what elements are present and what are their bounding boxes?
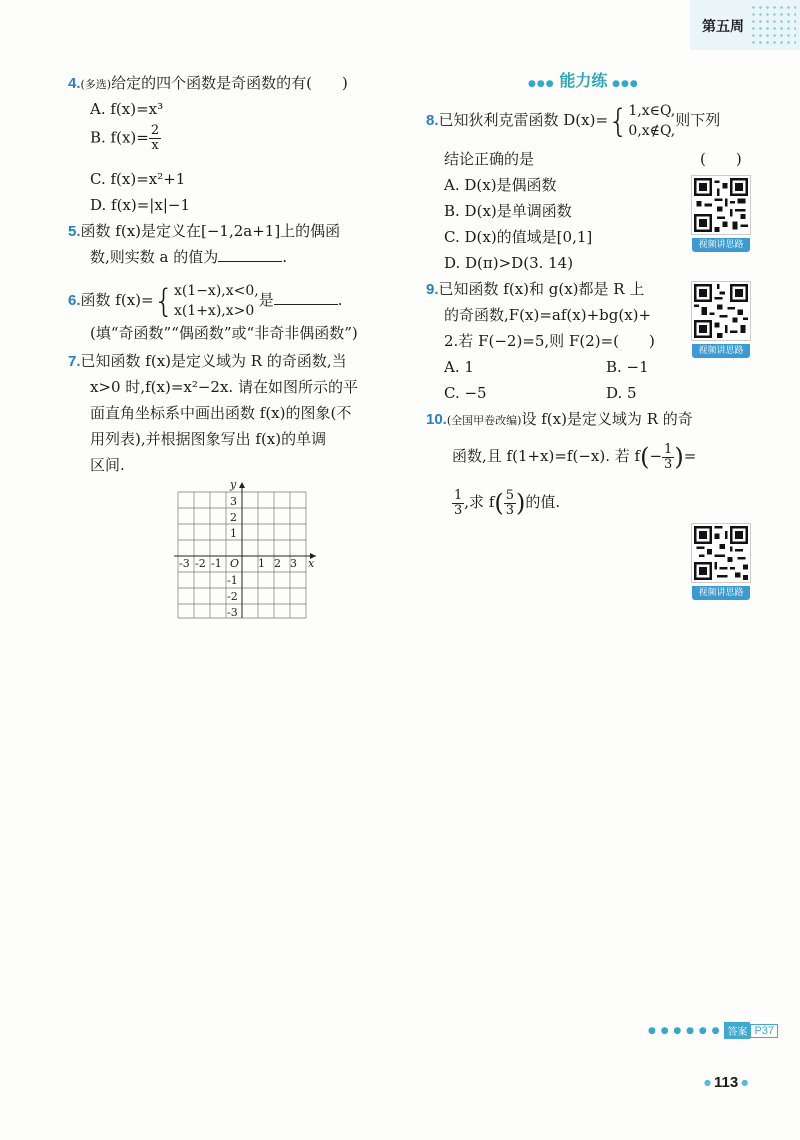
question-7-line3: 面直角坐标系中画出函数 f(x)的图象(不 <box>90 404 352 422</box>
y-tick-label: 1 <box>230 527 237 540</box>
question-text: 已知函数 f(x)和 g(x)都是 R 上 <box>438 280 645 298</box>
question-7-line4: 用列表),并根据图象写出 f(x)的单调 <box>90 430 327 448</box>
question-6-note: (填“奇函数”“偶函数”或“非奇非偶函数”) <box>90 324 358 342</box>
decorative-dots-left: ●●● <box>528 79 555 89</box>
page-dot-left: ● <box>704 1078 711 1087</box>
question-tag: (全国甲卷改编) <box>446 414 522 427</box>
question-10-line2: 函数,且 f(1+x)=f(−x). 若 f(− $\frac{1}{3}$ )= <box>452 441 697 472</box>
header-week-tab <box>690 0 800 50</box>
question-9-line3: 2.若 F(−2)=5,则 F(2)=( ) <box>444 332 655 350</box>
question-text: 函数,且 f(1+x)=f(−x). 若 f <box>452 447 641 465</box>
qr-code-video-1[interactable] <box>692 176 750 252</box>
question-7-line2: x>0 时,f(x)=x²−2x. 请在如图所示的平 <box>90 378 358 396</box>
question-number: 5. <box>68 223 81 240</box>
question-5-line2: 数,则实数 a 的值为 . <box>90 248 288 266</box>
fraction: $\frac{1}{3}$ <box>454 487 463 518</box>
question-number: 6. <box>68 292 81 309</box>
x-tick-label: 1 <box>258 557 265 570</box>
fraction: $\frac{5}{3}$ <box>505 487 515 518</box>
option-text: B. f(x)= <box>90 128 149 147</box>
q4-option-b <box>90 124 161 153</box>
y-axis-label: y <box>230 478 237 491</box>
y-tick-label: -3 <box>227 606 238 619</box>
q4-option-c: C. f(x)=x²+1 <box>90 170 186 188</box>
question-number: 7. <box>68 353 81 370</box>
fraction: $\frac{2}{x}$ <box>150 123 160 153</box>
question-10-line3: $\frac{1}{3}$ ,求 f( $\frac{5}{3}$ )的值. <box>454 487 561 518</box>
question-text: 已知函数 f(x)是定义域为 R 的奇函数,当 <box>80 352 347 370</box>
x-axis-label: x <box>308 557 315 570</box>
x-tick-label: -3 <box>179 557 190 570</box>
question-8 <box>426 98 720 143</box>
q4-option-a: A. f(x)=x³ <box>90 100 164 118</box>
equals-sign: = <box>683 447 697 465</box>
question-number: 4. <box>68 75 81 92</box>
answer-page: P37 <box>750 1024 778 1038</box>
answer-reference <box>648 1022 778 1039</box>
question-text: 是 <box>258 291 274 309</box>
piecewise-cases: x(1−x),x<0, x(1+x),x>0 <box>173 283 259 319</box>
origin-label: O <box>230 557 240 570</box>
answer-blank <box>274 290 338 305</box>
q8-option-c: C. D(x)的值域是[0,1] <box>444 228 593 246</box>
qr-label: 视频讲思路 <box>692 344 750 358</box>
section-title-text: 能力练 <box>559 71 608 90</box>
decorative-dots: ● ● ● ● ● ● <box>648 1025 721 1036</box>
coordinate-grid <box>170 478 320 620</box>
question-text: 数,则实数 a 的值为 <box>90 248 219 266</box>
question-tag: (多选) <box>80 78 112 91</box>
question-7-line5: 区间. <box>90 456 125 474</box>
question-text: ,求 f <box>464 493 495 511</box>
q4-option-d: D. f(x)=|x|−1 <box>90 196 190 214</box>
question-9-line2: 的奇函数,F(x)=af(x)+bg(x)+ <box>444 306 652 324</box>
answer-paren: ( ) <box>700 150 742 168</box>
decorative-dots <box>750 4 796 44</box>
y-tick-label: 3 <box>230 495 237 508</box>
q8-option-d: D. D(π)>D(3. 14) <box>444 254 574 272</box>
question-4-stem <box>68 72 348 96</box>
x-tick-label: -1 <box>211 557 222 570</box>
qr-label: 视频讲思路 <box>692 586 750 600</box>
x-tick-label: -2 <box>195 557 206 570</box>
q9-option-b: B. −1 <box>606 358 649 376</box>
question-text: 已知狄利克雷函数 D(x)= <box>438 111 609 129</box>
page-number-text: 113 <box>713 1074 739 1091</box>
y-tick-label: 2 <box>230 511 237 524</box>
question-6: 6.函数 f(x)={ x(1−x),x<0, x(1+x),x>0 是 . <box>68 282 343 320</box>
question-text: 给定的四个函数是奇函数的有( ) <box>111 74 348 92</box>
y-tick-label: -1 <box>227 574 238 587</box>
minus-sign: − <box>649 447 663 465</box>
question-8-line2: 结论正确的是 <box>444 150 535 168</box>
question-text: 函数 f(x)是定义在[−1,2a+1]上的偶函 <box>80 222 341 240</box>
question-text: 的值. <box>525 493 561 511</box>
fraction: $\frac{1}{3}$ <box>664 441 673 472</box>
q8-option-b: B. D(x)是单调函数 <box>444 202 572 220</box>
question-number: 9. <box>426 281 439 298</box>
question-text: 函数 f(x)= <box>80 291 154 309</box>
decorative-dots-right: ●●● <box>612 79 639 89</box>
question-9-line1 <box>426 278 644 301</box>
answer-tag: 答案 <box>724 1022 750 1039</box>
q9-option-a: A. 1 <box>444 358 474 376</box>
qr-code-video-3[interactable] <box>692 524 750 600</box>
q9-option-c: C. −5 <box>444 384 487 402</box>
week-label: 第五周 <box>702 19 744 35</box>
qr-code-icon <box>692 176 750 234</box>
q9-option-d: D. 5 <box>606 384 637 402</box>
qr-code-icon <box>692 282 750 340</box>
question-number: 8. <box>426 112 439 129</box>
qr-code-icon <box>692 524 750 582</box>
question-7-line1 <box>68 350 347 373</box>
x-tick-label: 3 <box>290 557 297 570</box>
question-number: 10. <box>426 411 447 428</box>
left-brace: { <box>153 282 174 320</box>
question-text: 设 f(x)是定义域为 R 的奇 <box>521 410 693 428</box>
page-number <box>704 1074 748 1091</box>
page-dot-right: ● <box>741 1078 749 1087</box>
y-tick-label: -2 <box>227 590 238 603</box>
question-10-line1 <box>426 408 693 432</box>
x-tick-label: 2 <box>274 557 281 570</box>
question-5-line1 <box>68 220 340 243</box>
left-brace: { <box>608 102 629 140</box>
q8-option-a: A. D(x)是偶函数 <box>444 176 557 194</box>
piecewise-cases: 1,x∈Q, 0,x∉Q, <box>628 103 676 139</box>
answer-blank <box>218 247 282 262</box>
section-title <box>528 68 639 91</box>
qr-label: 视频讲思路 <box>692 238 750 252</box>
question-text: 则下列 <box>675 111 721 129</box>
qr-code-video-2[interactable] <box>692 282 750 358</box>
